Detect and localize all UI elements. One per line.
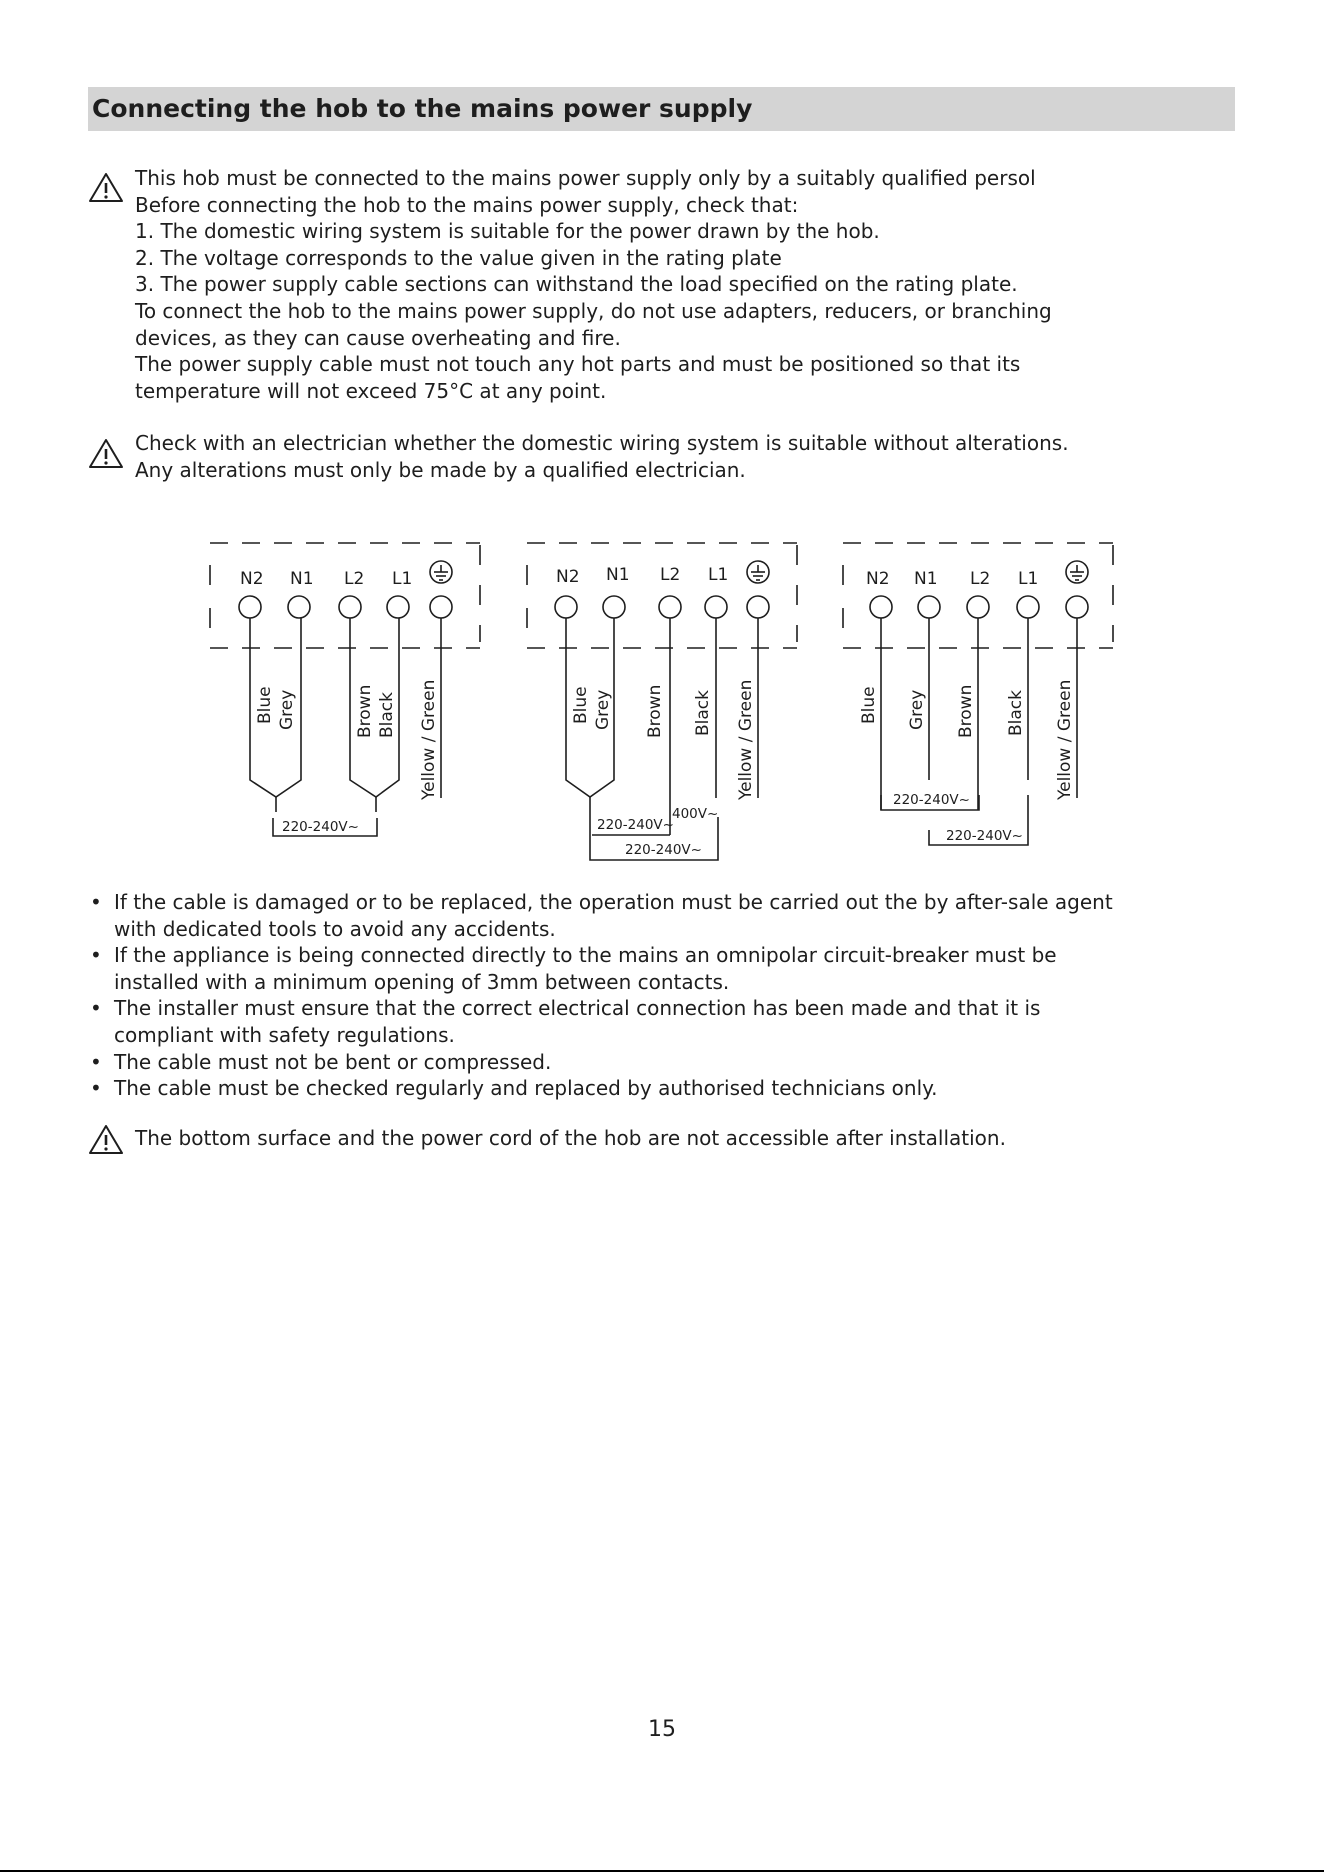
voltage-label: 220-240V~ (625, 842, 702, 858)
wire-label-brown: Brown (956, 684, 976, 738)
terminal-label-l2: L2 (344, 569, 365, 589)
text-line: 2. The voltage corresponds to the value given in the rating plate (135, 245, 782, 270)
terminal-label-n2: N2 (556, 567, 580, 587)
wire-label-grey: Grey (907, 689, 927, 730)
wire-label-brown: Brown (355, 684, 375, 738)
text-line: 1. The domestic wiring system is suitable for the power drawn by the hob. (135, 219, 880, 244)
warning-triangle-icon (88, 1124, 124, 1156)
warning-text-2 (135, 430, 1069, 483)
text-line: This hob must be connected to the mains power supply only by a suitably qualified persol (135, 166, 1036, 190)
voltage-label: 220-240V~ (282, 819, 359, 835)
wire-label-yellow-green: Yellow / Green (1055, 679, 1075, 800)
text-line: The power supply cable must not touch any hot parts and must be positioned so that its (135, 352, 1021, 377)
text-line: devices, as they can cause overheating and fire. (135, 325, 621, 350)
wires-3 (881, 618, 1077, 845)
wire-label-grey: Grey (277, 689, 297, 730)
text-line: with dedicated tools to avoid any accidents. (114, 916, 556, 941)
terminal-label-n1: N1 (606, 565, 630, 585)
wire-label-yellow-green: Yellow / Green (419, 679, 439, 800)
bullet-symbol: • (90, 890, 102, 914)
terminal-label-l2: L2 (970, 569, 991, 589)
wire-label-yellow-green: Yellow / Green (736, 679, 756, 800)
section-heading: Connecting the hob to the mains power supply (88, 87, 1235, 131)
final-warning-text: The bottom surface and the power cord of the hob are not accessible after installation. (135, 1126, 1006, 1150)
wire-label-black: Black (377, 692, 397, 738)
text-line: Check with an electrician whether the domestic wiring system is suitable without alterations. (135, 431, 1069, 455)
warning-triangle-icon (88, 172, 124, 204)
text-line: Any alterations must only be made by a qualified electrician. (135, 457, 746, 482)
text-line: compliant with safety regulations. (114, 1022, 455, 1047)
list-item (88, 889, 1113, 942)
page-number: 15 (648, 1717, 676, 1742)
earth-icon (430, 561, 452, 583)
warning-triangle-icon (88, 438, 124, 470)
text-line: The installer must ensure that the correct electrical connection has been made and that it is (114, 996, 1041, 1021)
text-line: If the appliance is being connected directly to the mains an omnipolar circuit-breaker must be (114, 943, 1057, 968)
wiring-diagram (0, 530, 1324, 870)
text-line: 3. The power supply cable sections can withstand the load specified on the rating plate. (135, 272, 1018, 297)
text-line: If the cable is damaged or to be replaced, the operation must be carried out the by after-sale agent (114, 890, 1113, 914)
terminal-label-l1: L1 (392, 569, 413, 589)
bullet-list (88, 889, 1113, 1102)
bullet-symbol: • (90, 1049, 102, 1074)
bullet-symbol: • (90, 996, 102, 1021)
voltage-label: 220-240V~ (946, 828, 1023, 844)
wire-label-black: Black (693, 690, 713, 736)
terminal-label-n2: N2 (866, 569, 890, 589)
terminal-label-n1: N1 (290, 569, 314, 589)
wire-label-brown: Brown (645, 684, 665, 738)
warning-text-1 (135, 165, 1052, 404)
wire-label-blue: Blue (255, 686, 275, 724)
terminal-screws-1 (239, 596, 452, 618)
terminal-screws-3 (870, 596, 1088, 618)
voltage-label: 220-240V~ (893, 792, 970, 808)
text-line: To connect the hob to the mains power supply, do not use adapters, reducers, or branching (135, 298, 1052, 323)
terminal-screws-2 (555, 596, 769, 618)
earth-icon (747, 561, 769, 583)
list-item (88, 942, 1113, 995)
earth-icon (1066, 561, 1088, 583)
terminal-label-l1: L1 (1018, 569, 1039, 589)
list-item (88, 1049, 1113, 1076)
text-line: temperature will not exceed 75°C at any point. (135, 378, 607, 403)
terminal-label-n2: N2 (240, 569, 264, 589)
voltage-label: 220-240V~ (597, 817, 674, 833)
list-item (88, 995, 1113, 1048)
text-line: The cable must be checked regularly and replaced by authorised technicians only. (114, 1076, 938, 1101)
bullet-symbol: • (90, 943, 102, 968)
list-item (88, 1075, 1113, 1102)
terminal-label-l1: L1 (708, 565, 729, 585)
wire-label-blue: Blue (571, 686, 591, 724)
text-line: Before connecting the hob to the mains power supply, check that: (135, 192, 799, 217)
bullet-symbol: • (90, 1076, 102, 1101)
wire-label-blue: Blue (859, 686, 879, 724)
voltage-label: 400V~ (672, 806, 719, 822)
wire-label-grey: Grey (593, 689, 613, 730)
wire-label-black: Black (1006, 690, 1026, 736)
terminal-label-n1: N1 (914, 569, 938, 589)
terminal-label-l2: L2 (660, 565, 681, 585)
text-line: The cable must not be bent or compressed. (114, 1049, 552, 1074)
text-line: installed with a minimum opening of 3mm between contacts. (114, 969, 730, 994)
